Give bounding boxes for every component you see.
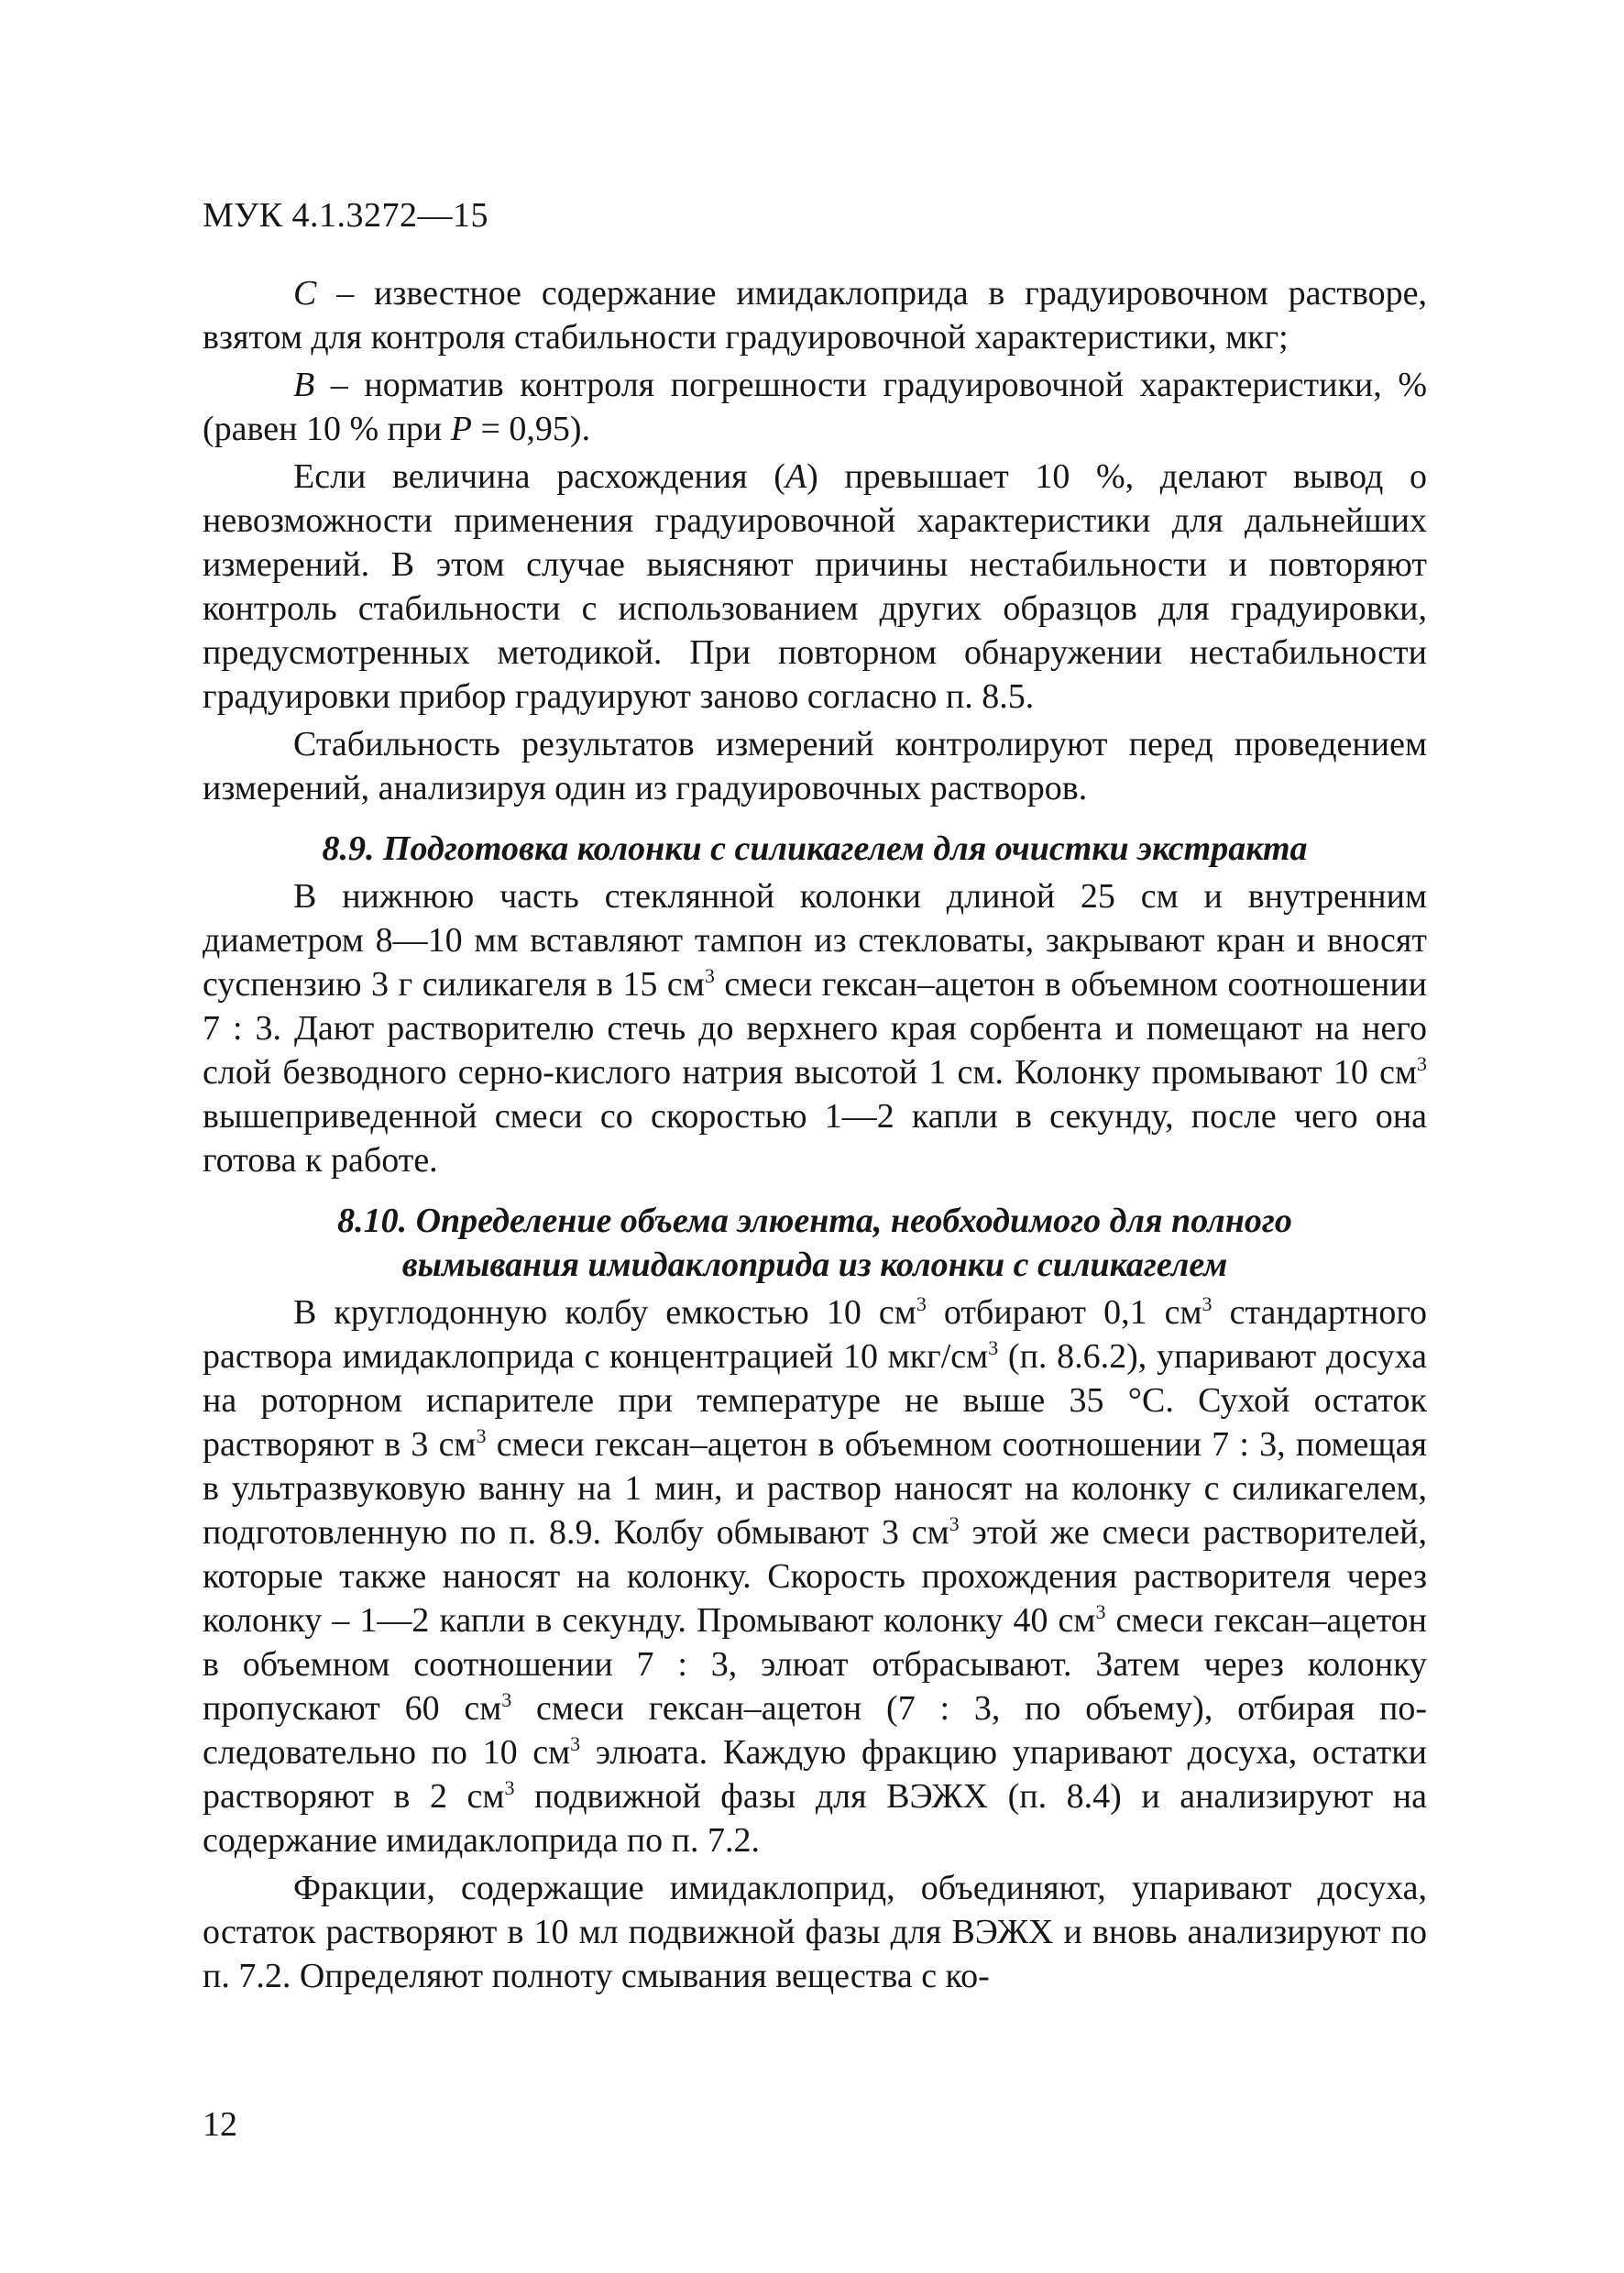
superscript: 3 bbox=[504, 1776, 515, 1799]
s810-part-8: смеси гексан–ацетон (7 : 3, по объему), отбирая последовательно по 10 см bbox=[203, 1689, 1427, 1772]
superscript: 3 bbox=[476, 1424, 487, 1447]
definition-c bbox=[203, 271, 1427, 359]
page-number: 12 bbox=[203, 2105, 237, 2144]
paragraph-fractions: Фракции, содержащие имидаклоприд, объединяют, упаривают досуха, остаток растворяют в 10 мл подвижной фазы для ВЭЖХ и вновь анализируют по п. 7.2. Определяют полноту смывания вещества с ко- bbox=[203, 1869, 1427, 1995]
definition-b bbox=[203, 363, 1427, 451]
s810-part-3: стандартного раствора имидаклоприда с концентрацией 10 мкг/см bbox=[203, 1293, 1427, 1376]
paragraph-deviation-start: Если величина расхождения ( bbox=[293, 457, 785, 496]
definition-c-text: – известное содержание имидаклоприда в градуировочном растворе, взятом для контроля стабильности градуировочной характеристики, мкг; bbox=[203, 274, 1427, 357]
symbol-a: А bbox=[785, 457, 807, 496]
s89-part-c: вышеприведенной смеси со скоростью 1—2 капли в секунду, после чего она готова к работе. bbox=[203, 1097, 1427, 1180]
definition-b-text: – норматив контроля погрешности градуировочной характеристики, % (равен 10 % при bbox=[203, 366, 1427, 448]
section-8-10-title: 8.10. Определение объема элюента, необходимого для полного вымывания имидаклоприда из колонки с силикагелем bbox=[337, 1202, 1292, 1284]
s810-part-2: отбирают 0,1 см bbox=[926, 1293, 1202, 1332]
paragraph-deviation-end: ) превышает 10 %, делают вывод о невозможности применения градуировочной характеристики для дальнейших измерений. В этом случае выясняют причины нестабильности и повторяют контроль стабильности с использованием других образцов для градуировки, предусмотренных методикой. При повторном обнаружении нестабильности градуировки прибор градуируют заново согласно п. 8.5. bbox=[203, 457, 1427, 716]
section-8-9-title: 8.9. Подготовка колонки с силикагелем для очистки экстракта bbox=[322, 829, 1308, 868]
symbol-b: В bbox=[293, 366, 315, 404]
s810-part-5: смеси гексан–ацетон в объемном соотношении 7 : 3, помещая в ультразвуковую ванну на 1 мин, и раствор наносят на колонку с силикагелем, подготовленную по п. 8.9. Колбу обмывают 3 см bbox=[203, 1425, 1427, 1552]
document-code: МУК 4.1.3272—15 bbox=[203, 196, 489, 235]
superscript: 3 bbox=[704, 964, 715, 987]
symbol-c: С bbox=[293, 274, 317, 313]
superscript: 3 bbox=[949, 1512, 960, 1535]
paragraph-stability: Стабильность результатов измерений контролируют перед проведением измерений, анализируя один из градуировочных растворов. bbox=[203, 725, 1427, 807]
s810-part-10: подвижной фазы для ВЭЖХ (п. 8.4) и анализируют на содержание имидаклоприда по п. 7.2. bbox=[203, 1777, 1427, 1860]
superscript: 3 bbox=[570, 1732, 581, 1755]
page-content bbox=[203, 271, 1427, 1998]
s810-part-6: этой же смеси растворителей, которые также наносят на колонку. Скорость прохождения растворителя через колонку – 1—2 капли в секунду. Промывают колонку 40 см bbox=[203, 1513, 1427, 1640]
s89-part-b: смеси гексан–ацетон в объемном соотношении 7 : 3. Дают растворителю стечь до верхнего края сорбента и помещают на него слой безводного серно-кислого натрия высотой 1 см. Колонку промывают 10 см bbox=[203, 965, 1428, 1092]
superscript: 3 bbox=[1095, 1600, 1106, 1623]
paragraph-deviation bbox=[203, 455, 1427, 719]
superscript: 3 bbox=[1202, 1292, 1213, 1315]
section-8-9-text bbox=[203, 874, 1427, 1182]
superscript: 3 bbox=[501, 1688, 512, 1711]
s810-part-4: (п. 8.6.2), упаривают досуха на роторном испарителе при температуре не выше 35 °С. Сухой остаток растворяют в 3 см bbox=[203, 1337, 1427, 1464]
definition-b-text-end: = 0,95). bbox=[472, 410, 591, 448]
superscript: 3 bbox=[988, 1336, 999, 1359]
s810-part-7: смеси гексан–ацетон в объемном соотношении 7 : 3, элюат отбрасывают. Затем через колонку пропускают 60 см bbox=[203, 1601, 1428, 1728]
s89-part-a: В нижнюю часть стеклянной колонки длиной 25 см и внутренним диаметром 8—10 мм вставляют тампон из стекловаты, закрывают кран и вносят суспензию 3 г силикагеля в 15 см bbox=[203, 877, 1427, 1004]
s810-part-1: В круглодонную колбу емкостью 10 см bbox=[293, 1293, 916, 1332]
superscript: 3 bbox=[916, 1292, 927, 1315]
symbol-p: Р bbox=[450, 410, 472, 448]
s810-part-9: элюата. Каждую фракцию упаривают досуха, остатки растворяют в 2 см bbox=[203, 1733, 1428, 1816]
superscript: 3 bbox=[1417, 1052, 1427, 1075]
section-8-10-text bbox=[203, 1290, 1427, 1862]
